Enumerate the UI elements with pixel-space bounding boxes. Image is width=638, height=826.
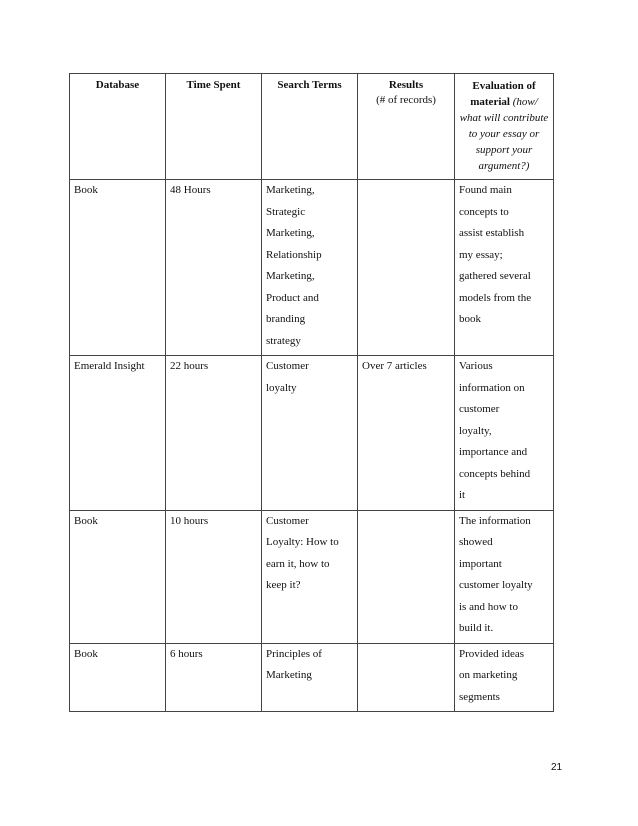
cell-search-terms-line: Loyalty: How to [266, 536, 339, 548]
cell-results [358, 356, 455, 511]
cell-search-terms-line: Marketing, [266, 227, 315, 239]
header-results [358, 74, 455, 180]
header-evaluation [455, 74, 554, 180]
cell-evaluation-line: customer [459, 403, 500, 415]
research-log-table [69, 73, 554, 712]
cell-evaluation-line: gathered several [459, 270, 531, 282]
cell-time-spent [166, 643, 262, 712]
cell-evaluation-line: assist establish [459, 227, 525, 239]
cell-evaluation-line: showed [459, 536, 493, 548]
cell-search-terms-line: Principles of [266, 647, 322, 660]
cell-search-terms-line: keep it? [266, 579, 301, 591]
cell-search-terms-line: Marketing [266, 669, 312, 681]
table-row [70, 180, 554, 356]
cell-search-terms-line: earn it, how to [266, 557, 330, 570]
table-row [70, 356, 554, 511]
page-number: 21 [551, 762, 563, 773]
cell-search-terms [262, 356, 358, 511]
cell-evaluation-line: Various [459, 360, 493, 372]
cell-search-terms-line: Strategic [266, 205, 306, 218]
cell-time-spent [166, 510, 262, 643]
cell-evaluation-line: Found main [459, 184, 512, 196]
cell-evaluation-line: is and how to [459, 600, 518, 613]
cell-evaluation-line: important [459, 557, 502, 570]
header-results-label: Results [388, 79, 424, 91]
cell-evaluation-line: models from the [459, 291, 532, 304]
cell-evaluation-line: The information [459, 514, 531, 527]
header-database: Database [70, 74, 166, 180]
cell-time-spent-text: 10 hours [170, 514, 209, 527]
cell-evaluation-line: my essay; [459, 248, 503, 261]
cell-database-text: Book [74, 184, 98, 196]
cell-search-terms-line: Customer [266, 514, 309, 527]
table-header-row [70, 74, 554, 180]
cell-evaluation-line: loyalty, [459, 424, 492, 437]
cell-time-spent [166, 180, 262, 356]
cell-database-text: Emerald Insight [74, 360, 145, 372]
cell-results [358, 643, 455, 712]
table-row [70, 643, 554, 712]
cell-database [70, 643, 166, 712]
cell-evaluation-line: Provided ideas [459, 647, 525, 660]
cell-search-terms-line: Marketing, [266, 184, 315, 196]
cell-search-terms [262, 643, 358, 712]
table-row [70, 510, 554, 643]
header-search-terms: Search Terms [262, 74, 358, 180]
header-results-sub: (# of records) [376, 94, 436, 106]
cell-evaluation [455, 643, 554, 712]
cell-evaluation [455, 356, 554, 511]
cell-search-terms-line: Customer [266, 360, 309, 372]
cell-evaluation-line: concepts behind [459, 467, 531, 480]
cell-time-spent-text: 6 hours [170, 647, 203, 660]
table-body [70, 180, 554, 712]
cell-evaluation-line: build it. [459, 622, 494, 634]
cell-results-text: Over 7 articles [362, 360, 427, 372]
cell-evaluation-line: customer loyalty [459, 579, 533, 591]
cell-search-terms-line: Product and [266, 291, 319, 304]
cell-database-text: Book [74, 647, 98, 660]
cell-evaluation-line: segments [459, 690, 500, 703]
cell-database [70, 180, 166, 356]
cell-database [70, 510, 166, 643]
header-evaluation-note: (how/ what will contribute to your essay or support your argument?) [459, 96, 549, 172]
cell-evaluation-line: book [459, 313, 481, 325]
header-time-spent: Time Spent [166, 74, 262, 180]
cell-evaluation [455, 180, 554, 356]
cell-evaluation-line: information on [459, 381, 525, 394]
cell-evaluation-line: on marketing [459, 669, 518, 681]
cell-results [358, 180, 455, 356]
cell-database [70, 356, 166, 511]
cell-search-terms-line: Marketing, [266, 270, 315, 282]
cell-search-terms-line: loyalty [266, 381, 297, 394]
cell-evaluation [455, 510, 554, 643]
cell-search-terms-line: strategy [266, 334, 301, 347]
cell-time-spent-text: 22 hours [170, 360, 209, 372]
cell-search-terms-line: branding [266, 313, 306, 325]
cell-search-terms-line: Relationship [266, 248, 322, 261]
cell-results [358, 510, 455, 643]
cell-database-text: Book [74, 514, 98, 527]
cell-search-terms [262, 510, 358, 643]
cell-evaluation-line: importance and [459, 446, 528, 458]
cell-evaluation-line: it [459, 489, 466, 501]
cell-evaluation-line: concepts to [459, 205, 509, 218]
cell-search-terms [262, 180, 358, 356]
cell-time-spent [166, 356, 262, 511]
cell-time-spent-text: 48 Hours [170, 184, 211, 196]
header-evaluation-label: Evaluation of material [470, 80, 536, 108]
